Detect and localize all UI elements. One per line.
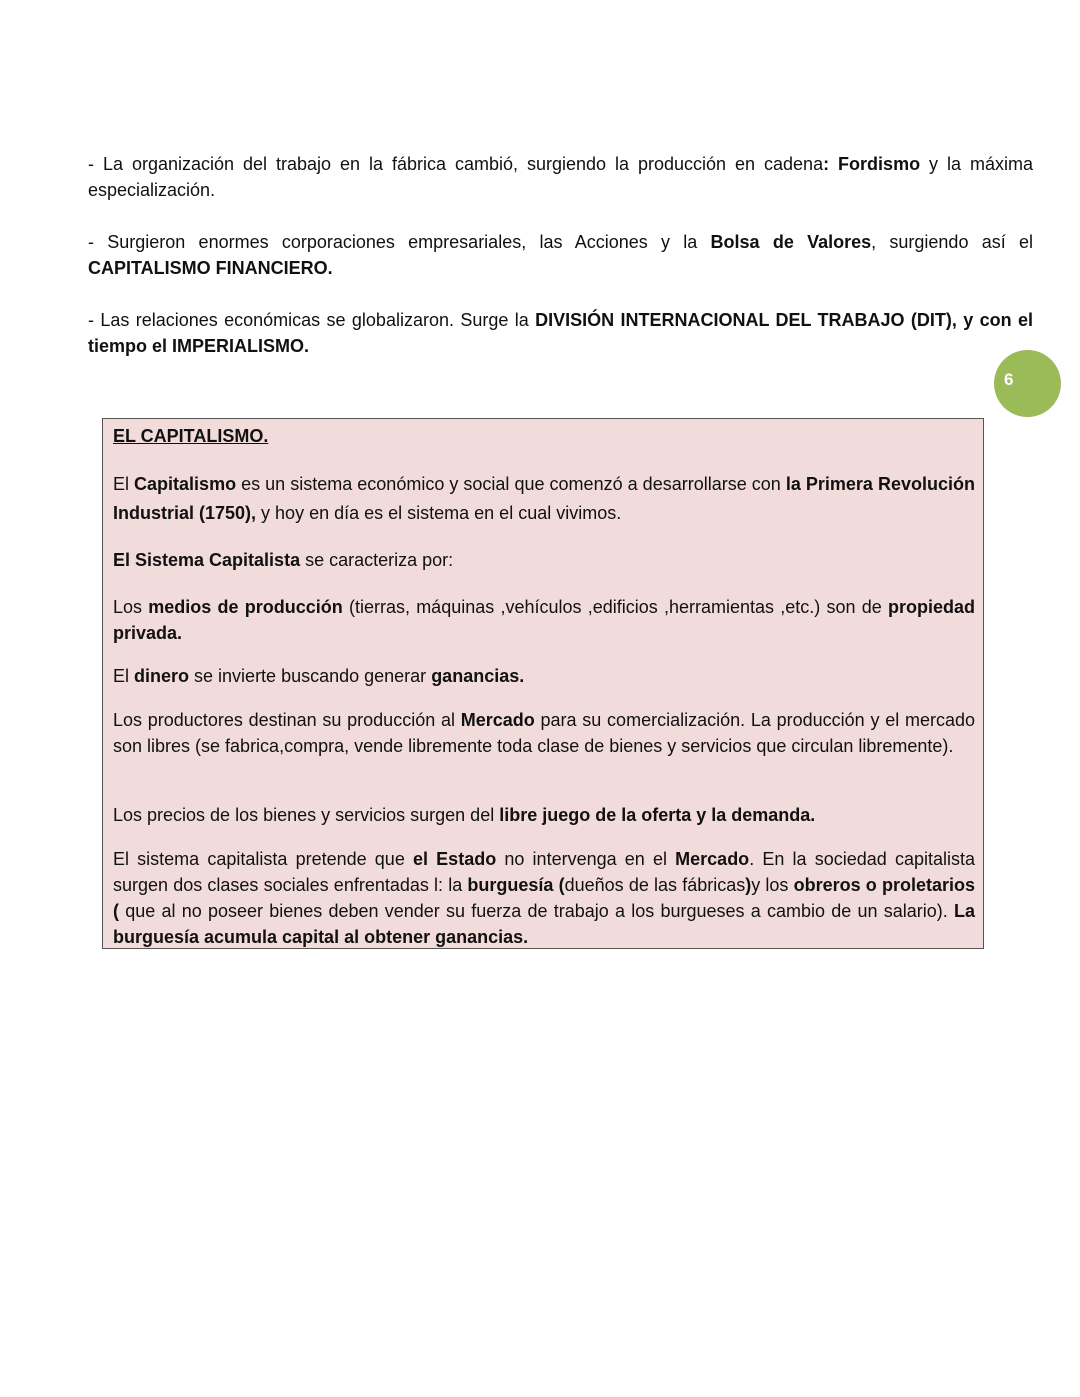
page-number: 6: [1004, 370, 1014, 389]
paragraph-fordismo: [88, 151, 1033, 203]
bold-span: ): [745, 875, 752, 895]
box-title: EL CAPITALISMO.: [113, 426, 269, 446]
capitalismo-box: [102, 418, 984, 949]
bold-span: obreros o proletarios (: [113, 875, 975, 921]
bold-span: el Estado: [413, 849, 497, 869]
text-span: y hoy en día es el sistema en el cual vivimos.: [256, 503, 622, 523]
text-span: El: [113, 666, 135, 686]
bold-span: Mercado: [460, 710, 535, 730]
bold-span: Capitalismo: [134, 474, 237, 494]
box-paragraph-caracteristicas: [113, 547, 975, 573]
text-span: , surgiendo así el: [871, 232, 1033, 252]
text-span: Los productores destinan su producción al: [113, 710, 461, 730]
text-span: y la máxima especialización.: [88, 154, 1034, 200]
text-span: Los precios de los bienes y servicios surgen del: [113, 805, 500, 825]
text-span: se invierte buscando generar: [189, 666, 432, 686]
box-paragraph-mercado: [113, 707, 975, 759]
text-span: El sistema capitalista pretende que: [113, 849, 413, 869]
page-number-badge: [994, 350, 1061, 417]
bold-span: Mercado: [675, 849, 750, 869]
box-paragraph-clases-sociales: [113, 846, 975, 950]
bold-span: : Fordismo: [823, 154, 921, 174]
bold-span: propiedad privada.: [113, 597, 975, 643]
text-span: . En la sociedad capitalista surgen dos clases sociales enfrentadas l: la: [113, 849, 975, 895]
box-paragraph-definition: [113, 470, 975, 528]
bold-span: medios de producción: [148, 597, 343, 617]
box-paragraph-dinero: [113, 663, 975, 689]
text-span: y los: [751, 875, 794, 895]
bold-span: libre juego de la oferta y la demanda.: [499, 805, 816, 825]
text-span: se caracteriza por:: [300, 550, 454, 570]
text-span: - Surgieron enormes corporaciones empresariales, las Acciones y la: [88, 232, 711, 252]
bold-span: burguesía (: [467, 875, 565, 895]
bold-span: la Primera Revolución Industrial (1750),: [113, 474, 975, 523]
bold-span: La burguesía acumula capital al obtener ganancias.: [113, 901, 975, 947]
bold-span: CAPITALISMO FINANCIERO.: [88, 258, 333, 278]
text-span: para su comercialización. La producción y el mercado son libres (se fabrica,compra, vende libremente toda clase de bienes y servicios que circulan libremente).: [113, 710, 975, 756]
text-span: no intervenga en el: [496, 849, 676, 869]
paragraph-dit: [88, 307, 1033, 359]
text-span: - La organización del trabajo en la fábrica cambió, surgiendo la producción en cadena: [88, 154, 824, 174]
paragraph-capitalismo-financiero: [88, 229, 1033, 281]
bold-span: dinero: [134, 666, 190, 686]
text-span: Los: [113, 597, 149, 617]
bold-span: El Sistema Capitalista: [113, 550, 301, 570]
box-paragraph-medios: [113, 594, 975, 646]
bold-span: Bolsa de Valores: [710, 232, 872, 252]
bold-span: DIVISIÓN INTERNACIONAL DEL TRABAJO (DIT), y con el tiempo el IMPERIALISMO.: [88, 310, 1033, 356]
box-paragraph-precios: [113, 802, 975, 828]
text-span: El: [113, 474, 135, 494]
text-span: - Las relaciones económicas se globalizaron. Surge la: [88, 310, 536, 330]
text-span: (tierras, máquinas ,vehículos ,edificios ,herramientas ,etc.) son de: [342, 597, 888, 617]
text-span: dueños de las fábricas: [564, 875, 746, 895]
text-span: que al no poseer bienes deben vender su fuerza de trabajo a los burgueses a cambio de un salario).: [119, 901, 954, 921]
bold-span: ganancias.: [431, 666, 525, 686]
text-span: es un sistema económico y social que comenzó a desarrollarse con: [236, 474, 786, 494]
